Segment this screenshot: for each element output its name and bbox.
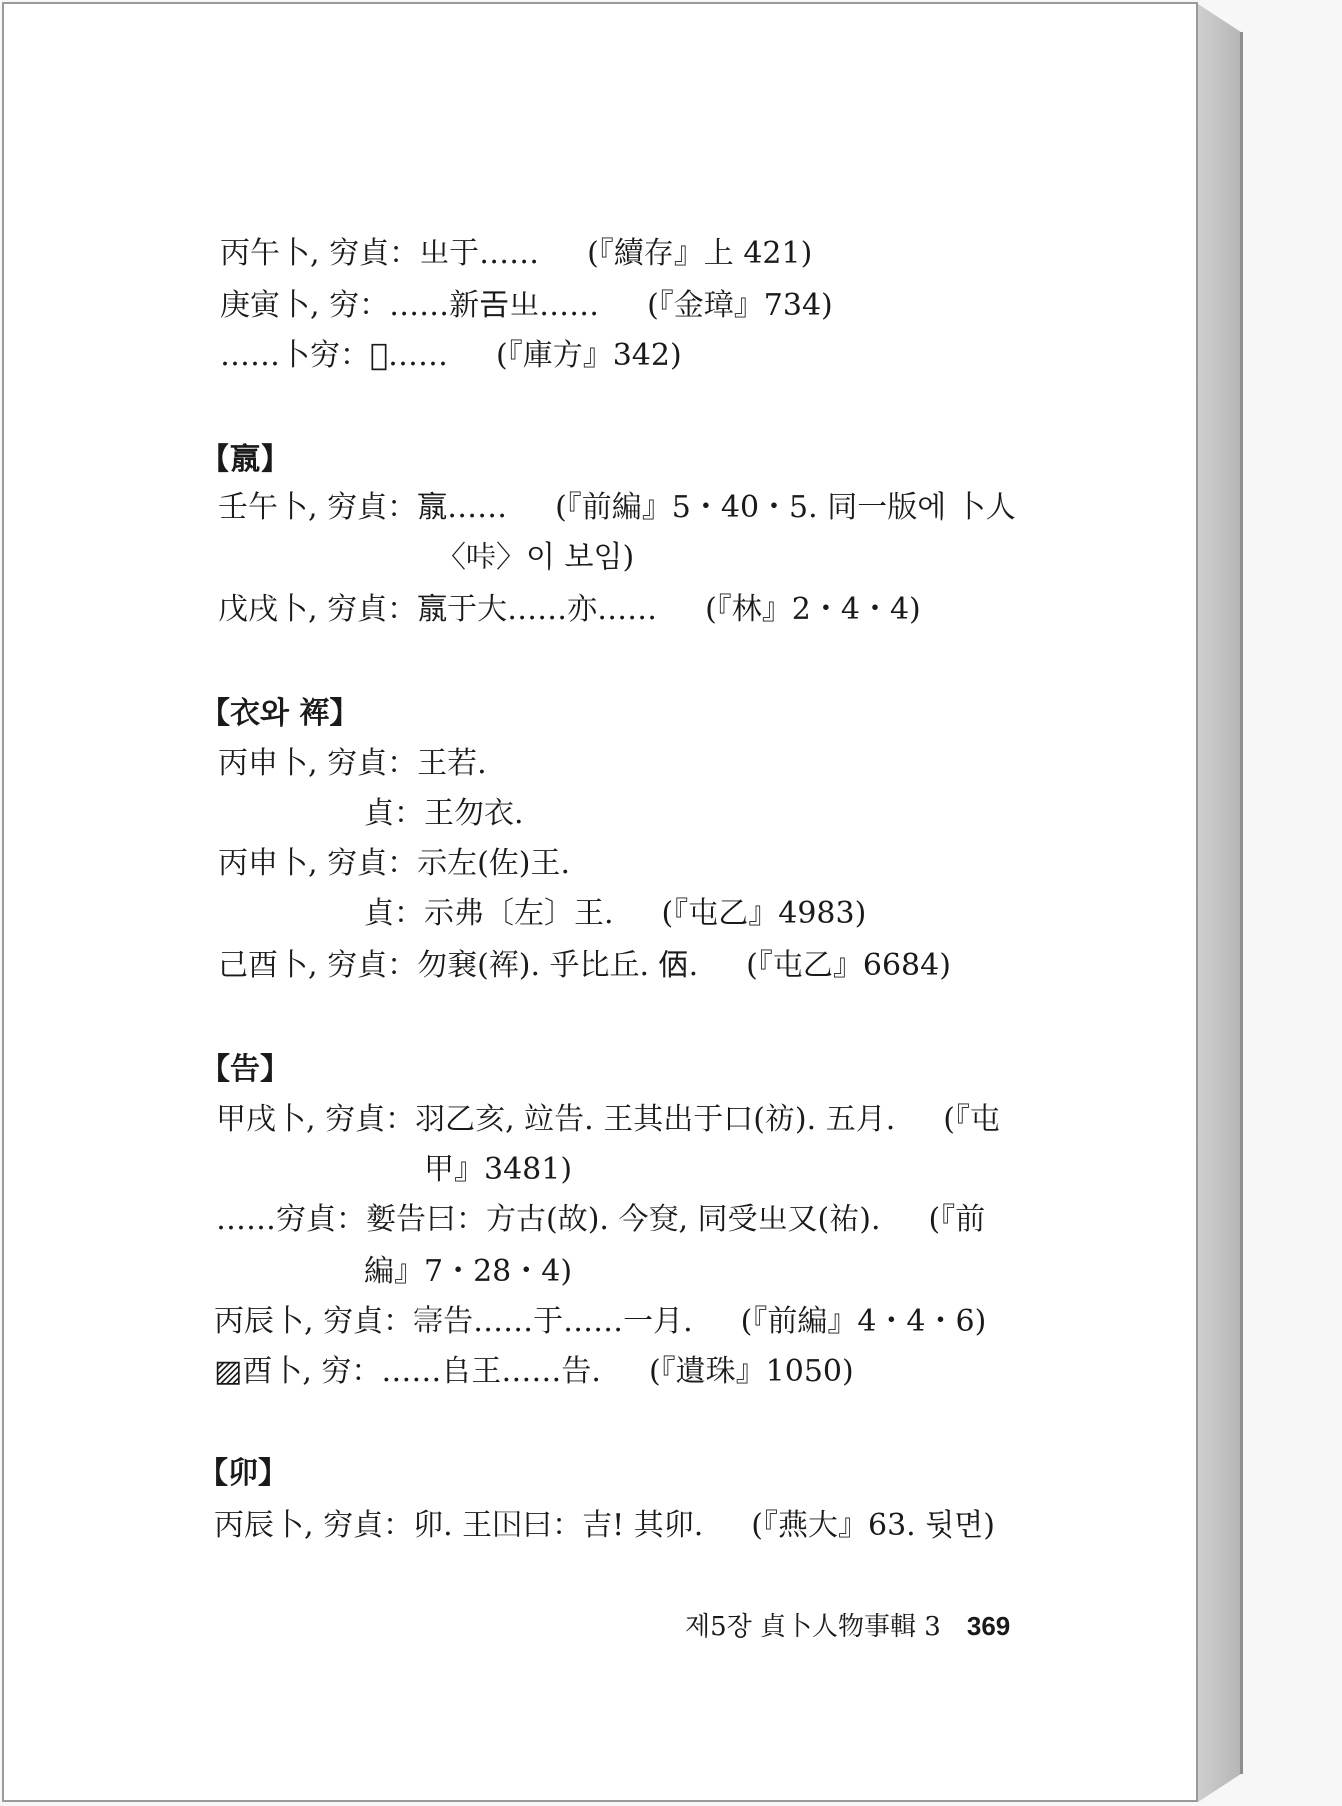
text-line: 丙申卜, 穷貞：示左(佐)王. — [218, 846, 571, 881]
text-line: 戊戌卜, 穷貞：𣎆于大……亦…… (『林』2・4・4) — [218, 592, 921, 627]
section-heading: 【卯】 — [198, 1456, 288, 1491]
text-line: 丙辰卜, 穷貞：𡨦告……于……一月. (『前編』4・4・6) — [214, 1304, 987, 1339]
text-line: ……穷貞：㜪告曰：方古(故). 今𤊽, 同受㞢又(祐). (『前 — [216, 1202, 986, 1237]
page-stack-edge-line — [1240, 32, 1243, 1774]
section-heading: 【𣎆】 — [200, 442, 290, 477]
citation: (『燕大』63. 뒷면) — [751, 1508, 995, 1543]
citation: (『金璋』734) — [647, 288, 833, 323]
text-line: 丙午卜, 穷貞：㞢于…… (『續存』上 421) — [220, 236, 813, 271]
text-line-continued: 〈𠱚〉이 보임) — [436, 540, 635, 575]
text-line: 貞：示弗〔左〕王. (『屯乙』4983) — [364, 896, 867, 931]
citation: (『庫方』342) — [496, 338, 682, 373]
text-line: 壬午卜, 穷貞：𣎆…… (『前編』5・40・5. 同一版에 卜人 — [218, 490, 1016, 525]
text-line: 丙申卜, 穷貞：王若. — [218, 746, 487, 781]
citation: (『前 — [928, 1202, 986, 1237]
citation: (『遺珠』1050) — [648, 1354, 854, 1389]
chapter-title: 제5장 貞卜人物事輯 3 — [685, 1612, 941, 1642]
text-line: 甲戌卜, 穷貞：羽乙亥, 竝告. 王其出于口(祊). 五月. (『屯 — [216, 1102, 1000, 1137]
citation: (『續存』上 421) — [587, 236, 813, 271]
text-line-continued: 甲』3481) — [424, 1152, 573, 1187]
text-line: ……卜穷：𠃧…… (『庫方』342) — [220, 338, 682, 373]
citation: (『前編』5・40・5. 同一版에 卜人 — [555, 490, 1016, 525]
text-line: ▨酉卜, 穷：……𠂤王……告. (『遺珠』1050) — [214, 1354, 854, 1389]
text-line-continued: 編』7・28・4) — [364, 1254, 573, 1289]
citation: (『屯乙』6684) — [746, 948, 951, 983]
text-line: 己酉卜, 穷貞：勿㐮(裈). 乎比丘. 𠈇. (『屯乙』6684) — [218, 948, 951, 983]
page-stack-edge — [1198, 4, 1242, 1802]
page-number: 369 — [966, 1611, 1011, 1641]
section-heading: 【衣와 裈】 — [200, 696, 360, 731]
section-heading: 【告】 — [200, 1052, 290, 1087]
citation: (『前編』4・4・6) — [740, 1304, 987, 1339]
text-line: 貞：王勿衣. — [364, 796, 524, 831]
running-footer — [685, 1606, 1010, 1643]
citation: (『林』2・4・4) — [705, 592, 921, 627]
text-line: 庚寅卜, 穷：……新𢀛㞢…… (『金璋』734) — [220, 288, 833, 323]
text-line: 丙辰卜, 穷貞：卯. 王𡆥曰：吉! 其卯. (『燕大』63. 뒷면) — [214, 1508, 995, 1543]
citation: (『屯乙』4983) — [661, 896, 867, 931]
citation: (『屯 — [943, 1102, 1000, 1137]
